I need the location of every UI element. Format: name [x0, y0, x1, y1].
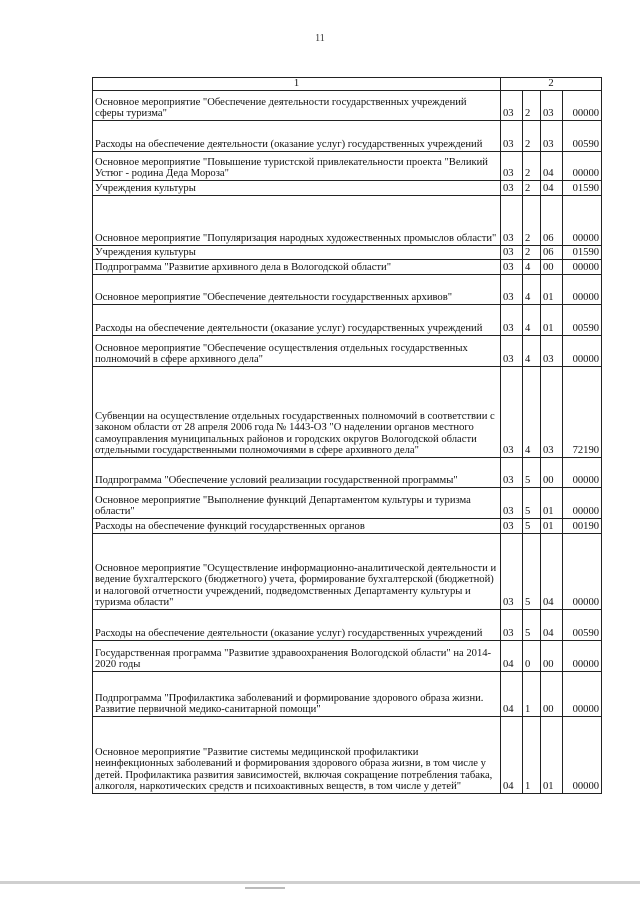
- code-cell-1: 03: [501, 610, 523, 641]
- row-name-cell: Основное мероприятие "Выполнение функций Департаментом культуры и туризма области": [93, 488, 501, 519]
- table-row: [93, 275, 602, 305]
- table-row: [93, 641, 602, 672]
- row-name-cell: Основное мероприятие "Осуществление информационно-аналитической деятельности и ведение бухгалтерского (бюджетного) учета, формирование бухгалтерской (бюджетной) и налоговой отчетности учреждений, подведомственных Департаменту культуры и туризма области": [93, 534, 501, 610]
- code-cell-2: 4: [523, 275, 541, 305]
- code-cell-3: 06: [541, 246, 563, 260]
- code-cell-2: 5: [523, 534, 541, 610]
- code-cell-4: 00590: [563, 610, 602, 641]
- code-cell-1: 03: [501, 458, 523, 488]
- code-cell-1: 03: [501, 275, 523, 305]
- table-row: [93, 121, 602, 152]
- code-cell-1: 04: [501, 641, 523, 672]
- row-name-cell: Расходы на обеспечение деятельности (оказание услуг) государственных учреждений: [93, 305, 501, 336]
- code-cell-1: 03: [501, 336, 523, 367]
- code-cell-1: 03: [501, 305, 523, 336]
- code-cell-2: 1: [523, 672, 541, 717]
- code-cell-4: 00000: [563, 641, 602, 672]
- code-cell-4: 00000: [563, 91, 602, 121]
- code-cell-3: 03: [541, 367, 563, 458]
- table-body: [93, 91, 602, 794]
- code-cell-1: 03: [501, 260, 523, 275]
- code-cell-3: 03: [541, 336, 563, 367]
- code-cell-2: 2: [523, 91, 541, 121]
- table-row: [93, 458, 602, 488]
- code-cell-3: 04: [541, 152, 563, 181]
- row-name-cell: Расходы на обеспечение деятельности (оказание услуг) государственных учреждений: [93, 121, 501, 152]
- code-cell-2: 5: [523, 458, 541, 488]
- code-cell-4: 00190: [563, 519, 602, 534]
- table-row: [93, 519, 602, 534]
- table-row: [93, 488, 602, 519]
- code-cell-4: 00590: [563, 121, 602, 152]
- table-row: [93, 196, 602, 246]
- code-cell-4: 00000: [563, 488, 602, 519]
- code-cell-4: 00000: [563, 196, 602, 246]
- code-cell-4: 00000: [563, 717, 602, 794]
- code-cell-2: 4: [523, 305, 541, 336]
- code-cell-4: 01590: [563, 181, 602, 196]
- code-cell-3: 00: [541, 458, 563, 488]
- code-cell-3: 01: [541, 305, 563, 336]
- table-header-row: [93, 78, 602, 91]
- code-cell-4: 72190: [563, 367, 602, 458]
- scan-mark: [245, 887, 285, 889]
- code-cell-3: 01: [541, 488, 563, 519]
- code-cell-4: 00000: [563, 458, 602, 488]
- code-cell-4: 00000: [563, 275, 602, 305]
- code-cell-4: 00590: [563, 305, 602, 336]
- row-name-cell: Основное мероприятие "Популяризация народных художественных промыслов области": [93, 196, 501, 246]
- code-cell-3: 04: [541, 181, 563, 196]
- row-name-cell: Расходы на обеспечение функций государственных органов: [93, 519, 501, 534]
- budget-table: [92, 77, 602, 794]
- row-name-cell: Подпрограмма "Профилактика заболеваний и формирование здорового образа жизни. Развитие первичной медико-санитарной помощи": [93, 672, 501, 717]
- row-name-cell: Учреждения культуры: [93, 246, 501, 260]
- table-row: [93, 672, 602, 717]
- table-row: [93, 246, 602, 260]
- table-row: [93, 336, 602, 367]
- code-cell-4: 00000: [563, 534, 602, 610]
- code-cell-4: 00000: [563, 672, 602, 717]
- code-cell-3: 04: [541, 610, 563, 641]
- table-row: [93, 367, 602, 458]
- code-cell-4: 00000: [563, 152, 602, 181]
- row-name-cell: Основное мероприятие "Развитие системы медицинской профилактики неинфекционных заболеваний и формирования здорового образа жизни, в том числе у детей. Профилактика развития зависимостей, включая сокращение потребления табака, алкоголя, наркотических средств и психоактивных веществ, в том числе у детей": [93, 717, 501, 794]
- table-row: [93, 91, 602, 121]
- row-name-cell: Подпрограмма "Развитие архивного дела в Вологодской области": [93, 260, 501, 275]
- code-cell-1: 03: [501, 246, 523, 260]
- code-cell-4: 01590: [563, 246, 602, 260]
- table-row: [93, 181, 602, 196]
- code-cell-3: 04: [541, 534, 563, 610]
- code-cell-3: 01: [541, 717, 563, 794]
- row-name-cell: Учреждения культуры: [93, 181, 501, 196]
- code-cell-2: 2: [523, 152, 541, 181]
- code-cell-2: 2: [523, 181, 541, 196]
- code-cell-1: 03: [501, 519, 523, 534]
- code-cell-3: 03: [541, 121, 563, 152]
- code-cell-4: 00000: [563, 260, 602, 275]
- code-cell-2: 2: [523, 121, 541, 152]
- code-cell-3: 01: [541, 519, 563, 534]
- code-cell-1: 04: [501, 672, 523, 717]
- table-row: [93, 534, 602, 610]
- code-cell-2: 4: [523, 367, 541, 458]
- code-cell-2: 0: [523, 641, 541, 672]
- code-cell-2: 1: [523, 717, 541, 794]
- code-cell-2: 5: [523, 519, 541, 534]
- code-cell-2: 5: [523, 610, 541, 641]
- table-row: [93, 610, 602, 641]
- row-name-cell: Основное мероприятие "Обеспечение деятельности государственных архивов": [93, 275, 501, 305]
- code-cell-2: 4: [523, 260, 541, 275]
- code-cell-1: 03: [501, 534, 523, 610]
- code-cell-2: 5: [523, 488, 541, 519]
- header-col-2: 2: [501, 78, 602, 91]
- row-name-cell: Основное мероприятие "Обеспечение деятельности государственных учреждений сферы туризма": [93, 91, 501, 121]
- code-cell-3: 03: [541, 91, 563, 121]
- row-name-cell: Основное мероприятие "Обеспечение осуществления отдельных государственных полномочий в сфере архивного дела": [93, 336, 501, 367]
- code-cell-3: 00: [541, 260, 563, 275]
- code-cell-1: 03: [501, 367, 523, 458]
- row-name-cell: Подпрограмма "Обеспечение условий реализации государственной программы": [93, 458, 501, 488]
- code-cell-4: 00000: [563, 336, 602, 367]
- table-row: [93, 717, 602, 794]
- row-name-cell: Государственная программа "Развитие здравоохранения Вологодской области" на 2014-2020 годы: [93, 641, 501, 672]
- code-cell-3: 06: [541, 196, 563, 246]
- code-cell-3: 00: [541, 672, 563, 717]
- code-cell-1: 03: [501, 196, 523, 246]
- scan-edge-line: [0, 881, 640, 884]
- table-row: [93, 260, 602, 275]
- code-cell-2: 2: [523, 246, 541, 260]
- row-name-cell: Субвенции на осуществление отдельных государственных полномочий в соответствии с законом области от 28 апреля 2006 года № 1443-ОЗ "О наделении органов местного самоуправления муниципальных районов и городских округов Вологодской области отдельными государственными полномочиями в сфере архивного дела": [93, 367, 501, 458]
- table-row: [93, 152, 602, 181]
- code-cell-3: 00: [541, 641, 563, 672]
- code-cell-3: 01: [541, 275, 563, 305]
- row-name-cell: Основное мероприятие "Повышение туристской привлекательности проекта "Великий Устюг - родина Деда Мороза": [93, 152, 501, 181]
- table-row: [93, 305, 602, 336]
- row-name-cell: Расходы на обеспечение деятельности (оказание услуг) государственных учреждений: [93, 610, 501, 641]
- code-cell-1: 03: [501, 152, 523, 181]
- code-cell-1: 03: [501, 121, 523, 152]
- code-cell-2: 2: [523, 196, 541, 246]
- code-cell-1: 03: [501, 488, 523, 519]
- code-cell-1: 03: [501, 181, 523, 196]
- code-cell-2: 4: [523, 336, 541, 367]
- code-cell-1: 03: [501, 91, 523, 121]
- header-col-1: 1: [93, 78, 501, 91]
- page-number: 11: [315, 33, 325, 44]
- code-cell-1: 04: [501, 717, 523, 794]
